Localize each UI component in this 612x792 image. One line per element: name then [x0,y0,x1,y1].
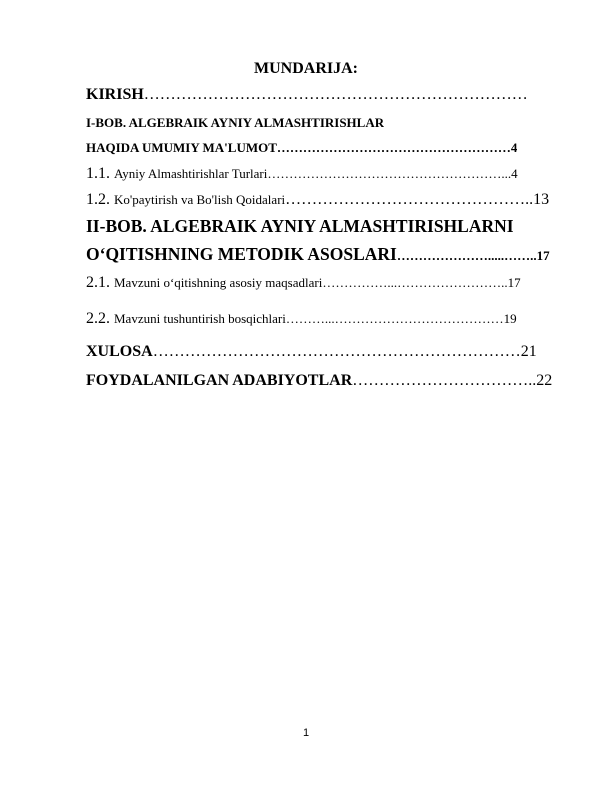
toc-entry-1-2[interactable]: 1.2. Ko'paytirish va Bo'lish Qoidalari………………………………………..13 [86,191,550,208]
toc-entry-xulosa[interactable]: XULOSA……………………………………………………………21 [86,343,537,360]
section-number: 2.1. [86,274,110,291]
section-number: 1.2. [86,191,110,208]
toc-entry-chapter-1-line-2[interactable]: HAQIDA UMUMIY MA'LUMOT………………………………………………4 [86,140,518,155]
toc-entry-foydalanilgan-adabiyotlar[interactable]: FOYDALANILGAN ADABIYOTLAR……………………………..22 [86,372,553,389]
page-number: 1 [302,727,310,739]
toc-entry-chapter-2-line-2[interactable]: O‘QITISHNING METODIK ASOSLARI………………….....……..17 [86,244,550,264]
toc-entry-chapter-2-line-1[interactable]: II-BOB. ALGEBRAIK AYNIY ALMASHTIRISHLARNI [86,216,514,236]
toc-entry-2-1[interactable]: 2.1. Mavzuni o‘qitishning asosiy maqsadlari……………...……………………..17 [86,274,521,291]
toc-entry-2-2[interactable]: 2.2. Mavzuni tushuntirish bosqichlari………...…………………………………19 [86,310,517,327]
section-number: 2.2. [86,310,110,327]
toc-entry-1-1[interactable]: 1.1. Ayniy Almashtirishlar Turlari………………………………………………...4 [86,165,518,182]
toc-entry-chapter-1-line-1[interactable]: I-BOB. ALGEBRAIK AYNIY ALMASHTIRISHLAR [86,115,385,130]
toc-title: MUNDARIJA: [254,60,358,77]
section-number: 1.1. [86,165,110,182]
toc-entry-kirish[interactable]: KIRISH……………………………………………………………… [86,86,528,103]
